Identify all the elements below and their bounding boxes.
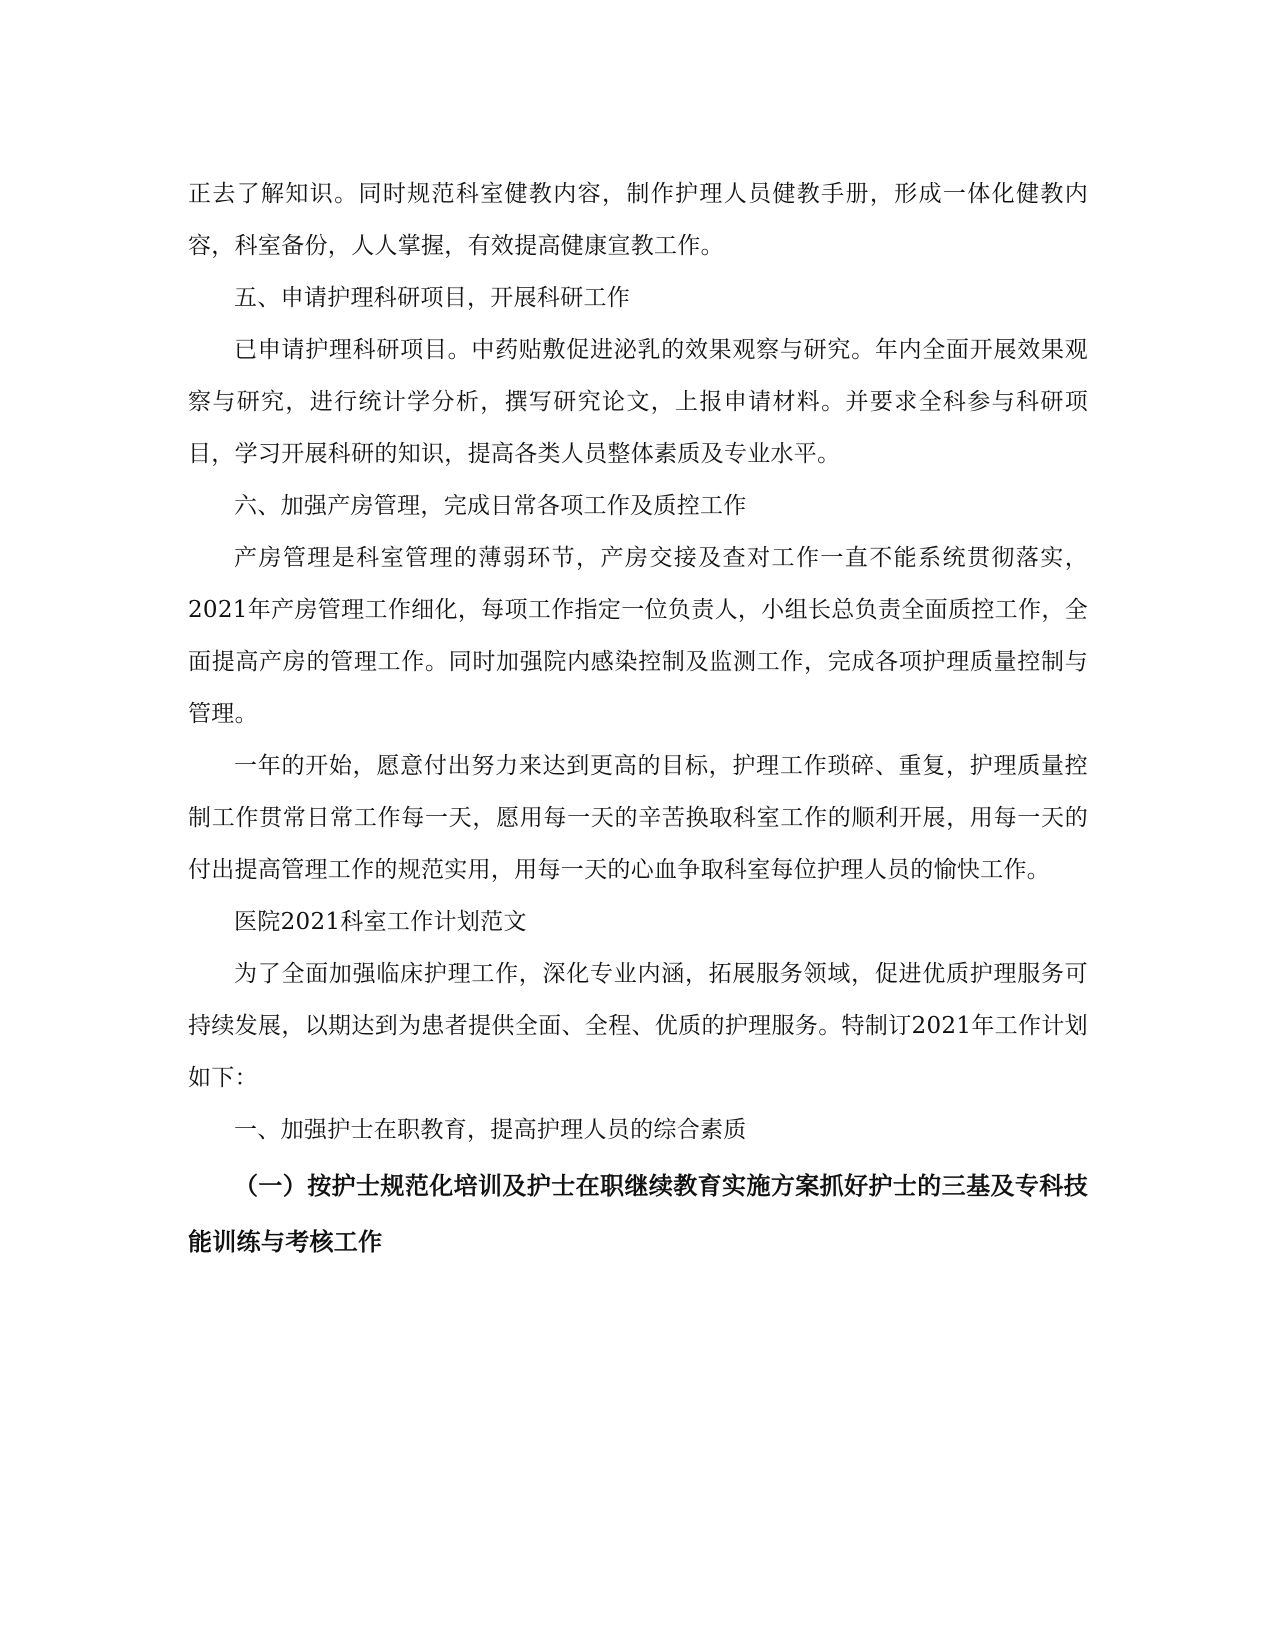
paragraph-intro: 为了全面加强临床护理工作，深化专业内涵，拓展服务领域，促进优质护理服务可持续发展，以期达到为患者提供全面、全程、优质的护理服务。特制订2021年工作计划如下： — [188, 961, 1088, 1091]
subsection-heading-bold: （一）按护士规范化培训及护士在职继续教育实施方案抓好护士的三基及专科技能训练与考核工作 — [188, 1171, 1088, 1256]
paragraph-continuation: 正去了解知识。同时规范科室健教内容，制作护理人员健教手册，形成一体化健教内容，科室备份，人人掌握，有效提高健康宣教工作。 — [188, 181, 1088, 259]
section-heading-five: 五、申请护理科研项目，开展科研工作 — [234, 285, 631, 311]
paragraph-conclusion: 一年的开始，愿意付出努力来达到更高的目标，护理工作琐碎、重复，护理质量控制工作贯常日常工作每一天，愿用每一天的辛苦换取科室工作的顺利开展，用每一天的付出提高管理工作的规范实用，用每一天的心血争取科室每位护理人员的愉快工作。 — [188, 753, 1088, 883]
document-subtitle: 医院2021科室工作计划范文 — [234, 909, 527, 935]
paragraph-delivery-room: 产房管理是科室管理的薄弱环节，产房交接及查对工作一直不能系统贯彻落实，2021年产房管理工作细化，每项工作指定一位负责人，小组长总负责全面质控工作，全面提高产房的管理工作。同时加强院内感染控制及监测工作，完成各项护理质量控制与管理。 — [188, 545, 1088, 727]
paragraph-research: 已申请护理科研项目。中药贴敷促进泌乳的效果观察与研究。年内全面开展效果观察与研究，进行统计学分析，撰写研究论文，上报申请材料。并要求全科参与科研项目，学习开展科研的知识，提高各类人员整体素质及专业水平。 — [188, 337, 1088, 467]
section-heading-six: 六、加强产房管理，完成日常各项工作及质控工作 — [234, 493, 747, 519]
section-heading-one: 一、加强护士在职教育，提高护理人员的综合素质 — [234, 1117, 747, 1143]
document-body — [188, 168, 1088, 1270]
